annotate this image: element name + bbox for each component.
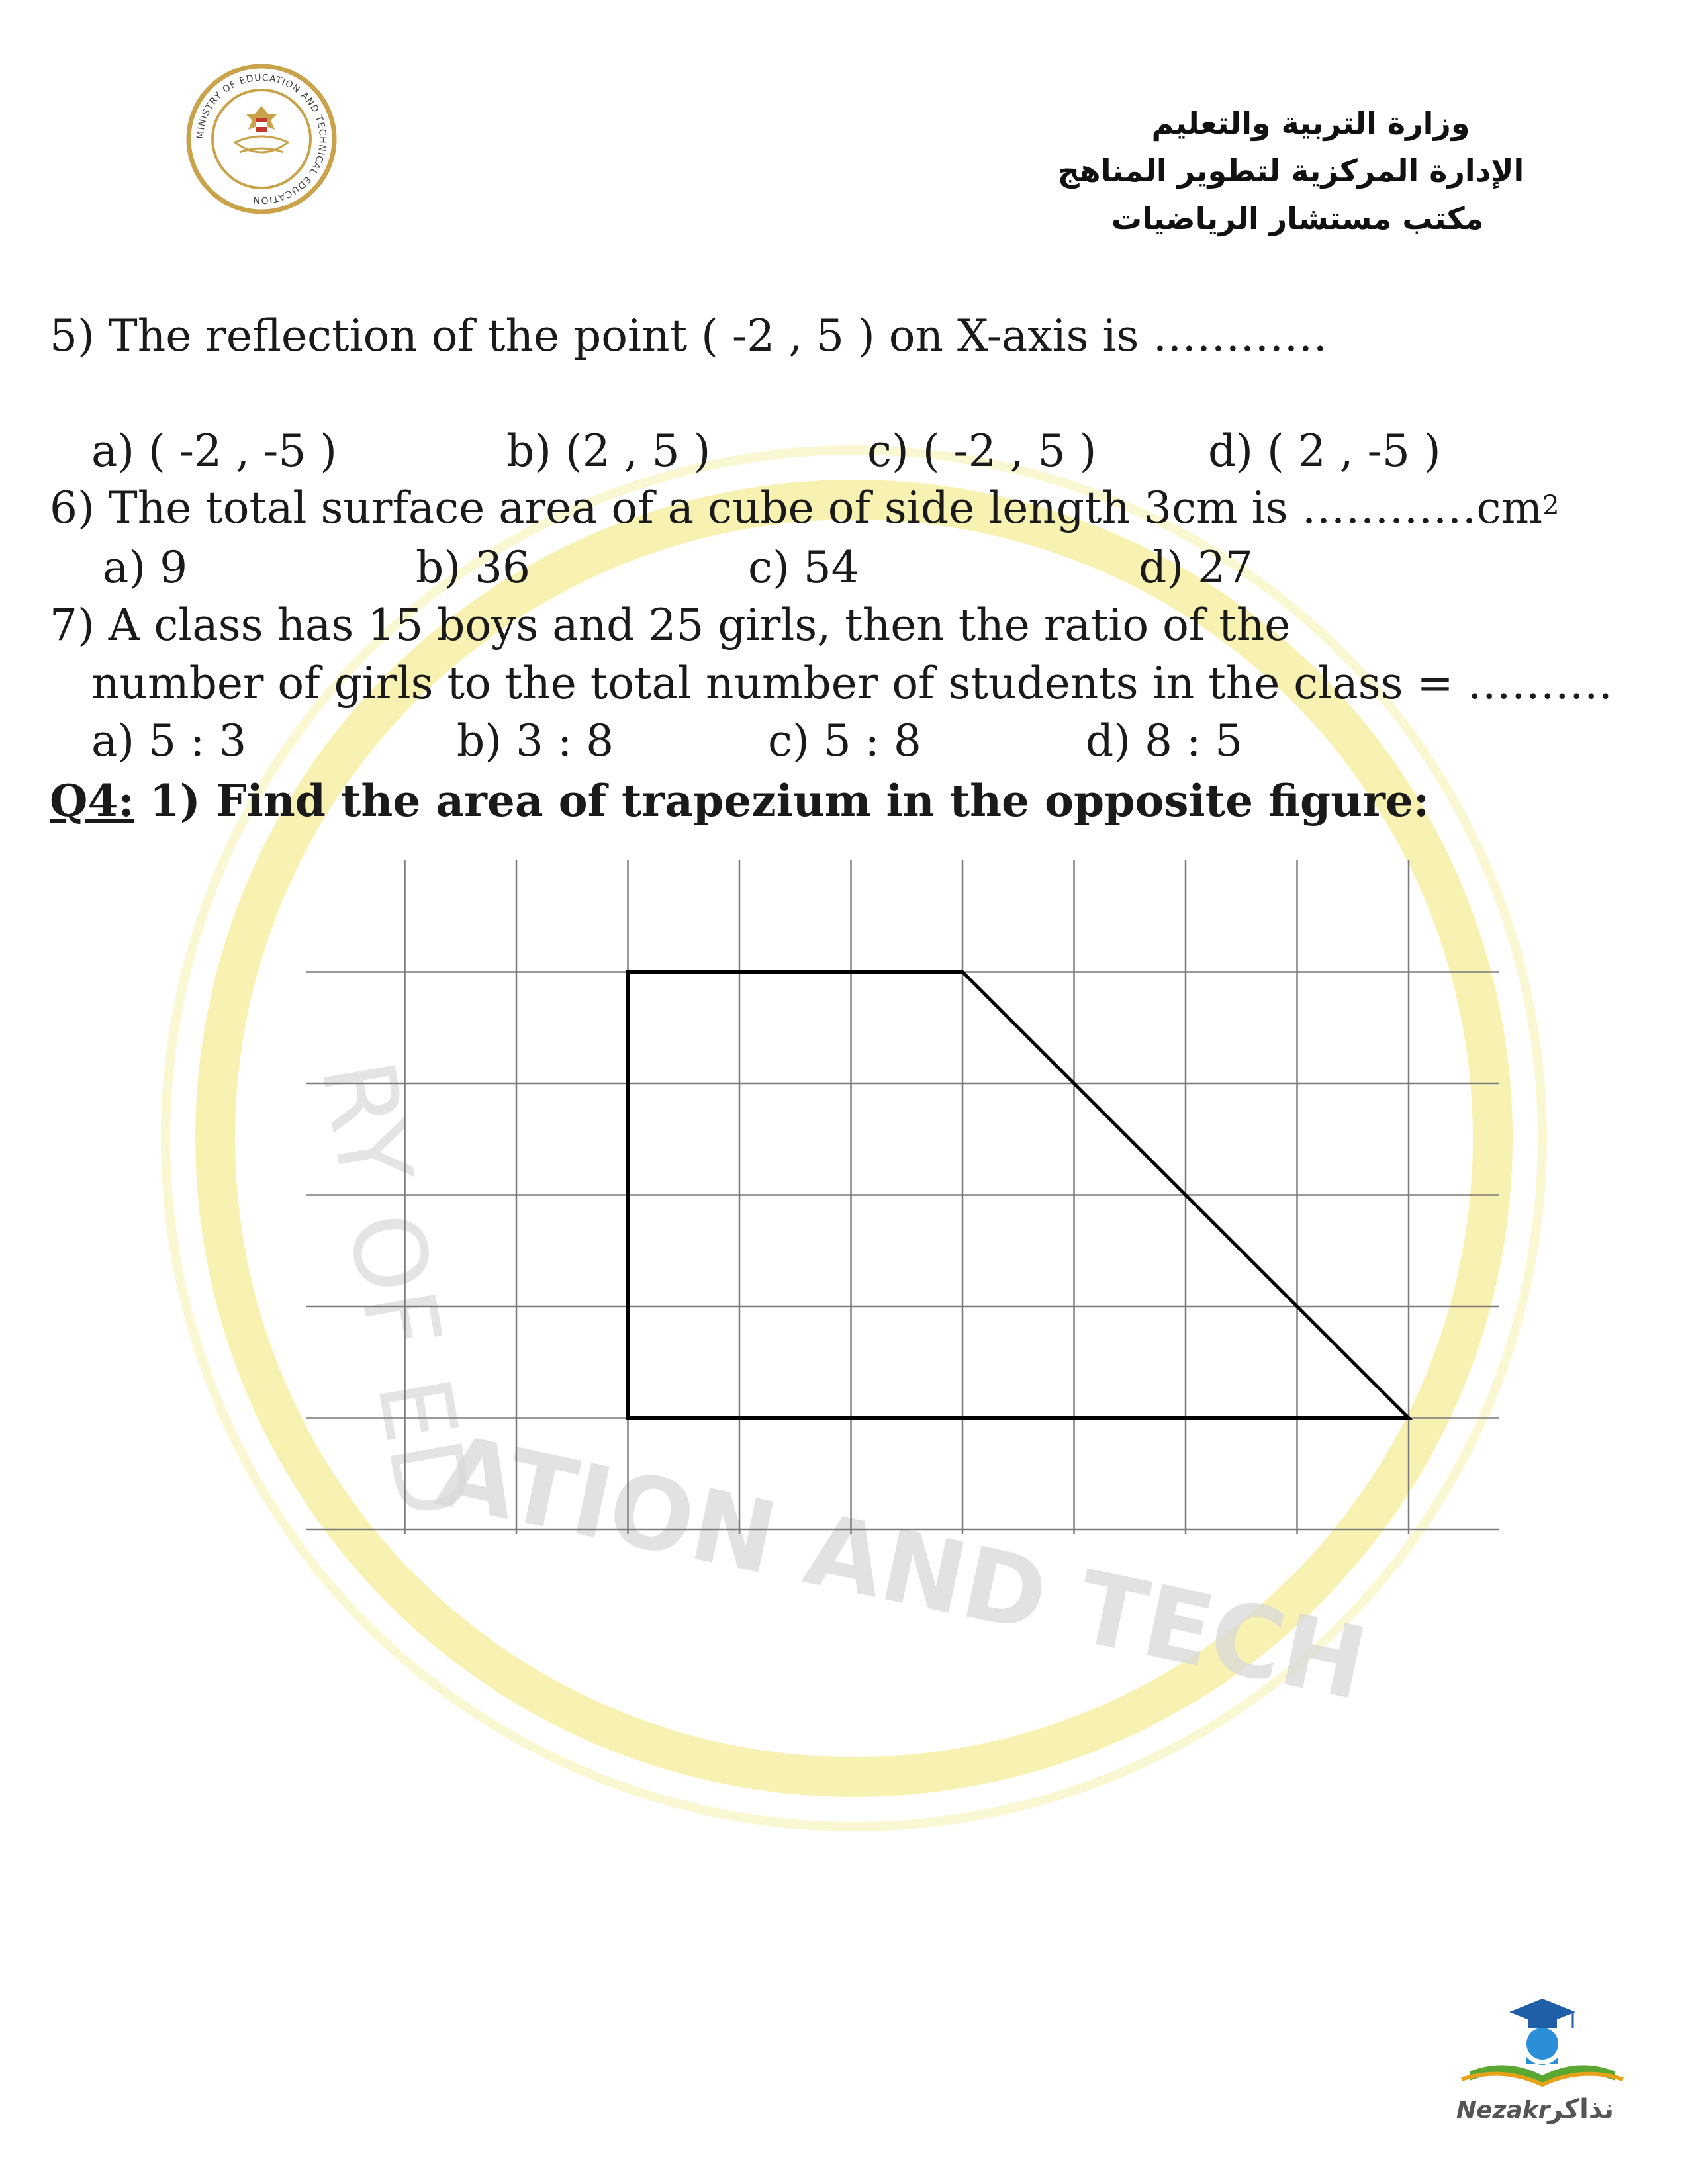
- nezakr-brand: Nezakr: [1456, 2097, 1550, 2124]
- q7-option-d: d) 8 : 5: [1086, 715, 1243, 766]
- q5-option-d: d) ( 2 , -5 ): [1208, 426, 1441, 477]
- q6-option-c: c) 54: [748, 542, 859, 593]
- q5-option-c: c) ( -2 , 5 ): [867, 426, 1097, 477]
- q4-label: Q4:: [50, 775, 134, 827]
- nezakr-brand-ar: نذاكر: [1548, 2094, 1614, 2124]
- header-line-1: وزارة التربية والتعليم: [1151, 105, 1470, 141]
- q7-option-c: c) 5 : 8: [768, 715, 921, 766]
- question-7-line-1: 7) A class has 15 boys and 25 girls, then the ratio of the: [50, 600, 1291, 651]
- question-5: 5) The reflection of the point ( -2 , 5 ) on X-axis is …………: [50, 310, 1328, 361]
- header-line-3: مكتب مستشار الرياضيات: [1111, 201, 1484, 236]
- q5-option-a: a) ( -2 , -5 ): [91, 426, 338, 477]
- q5-option-b: b) (2 , 5 ): [506, 426, 711, 477]
- nezakr-logo: [1443, 1992, 1642, 2131]
- svg-text:ATION AND TECH: ATION AND TECH: [428, 1414, 1376, 1723]
- q7-option-a: a) 5 : 3: [91, 715, 247, 766]
- svg-text:RY OF ED: RY OF ED: [298, 1052, 492, 1526]
- header-line-2: الإدارة المركزية لتطوير المناهج: [1057, 153, 1524, 189]
- logo-ring-text: MINISTRY OF EDUCATION AND TECHNICAL EDUCATION: [195, 72, 328, 206]
- question-6-unit-exponent: 2: [1542, 490, 1560, 521]
- q6-option-a: a) 9: [103, 542, 188, 593]
- graduation-cap-icon: [1509, 1999, 1575, 2065]
- question-7-line-2: number of girls to the total number of students in the class = ……….: [91, 658, 1613, 709]
- question-6-text: 6) The total surface area of a cube of side length 3cm is …………cm: [50, 482, 1543, 533]
- q7-option-b: b) 3 : 8: [457, 715, 614, 766]
- open-book-icon: [1462, 2065, 1623, 2085]
- q6-option-b: b) 36: [416, 542, 530, 593]
- q6-option-d: d) 27: [1139, 542, 1253, 593]
- q4-text: 1) Find the area of trapezium in the opposite figure:: [134, 775, 1430, 827]
